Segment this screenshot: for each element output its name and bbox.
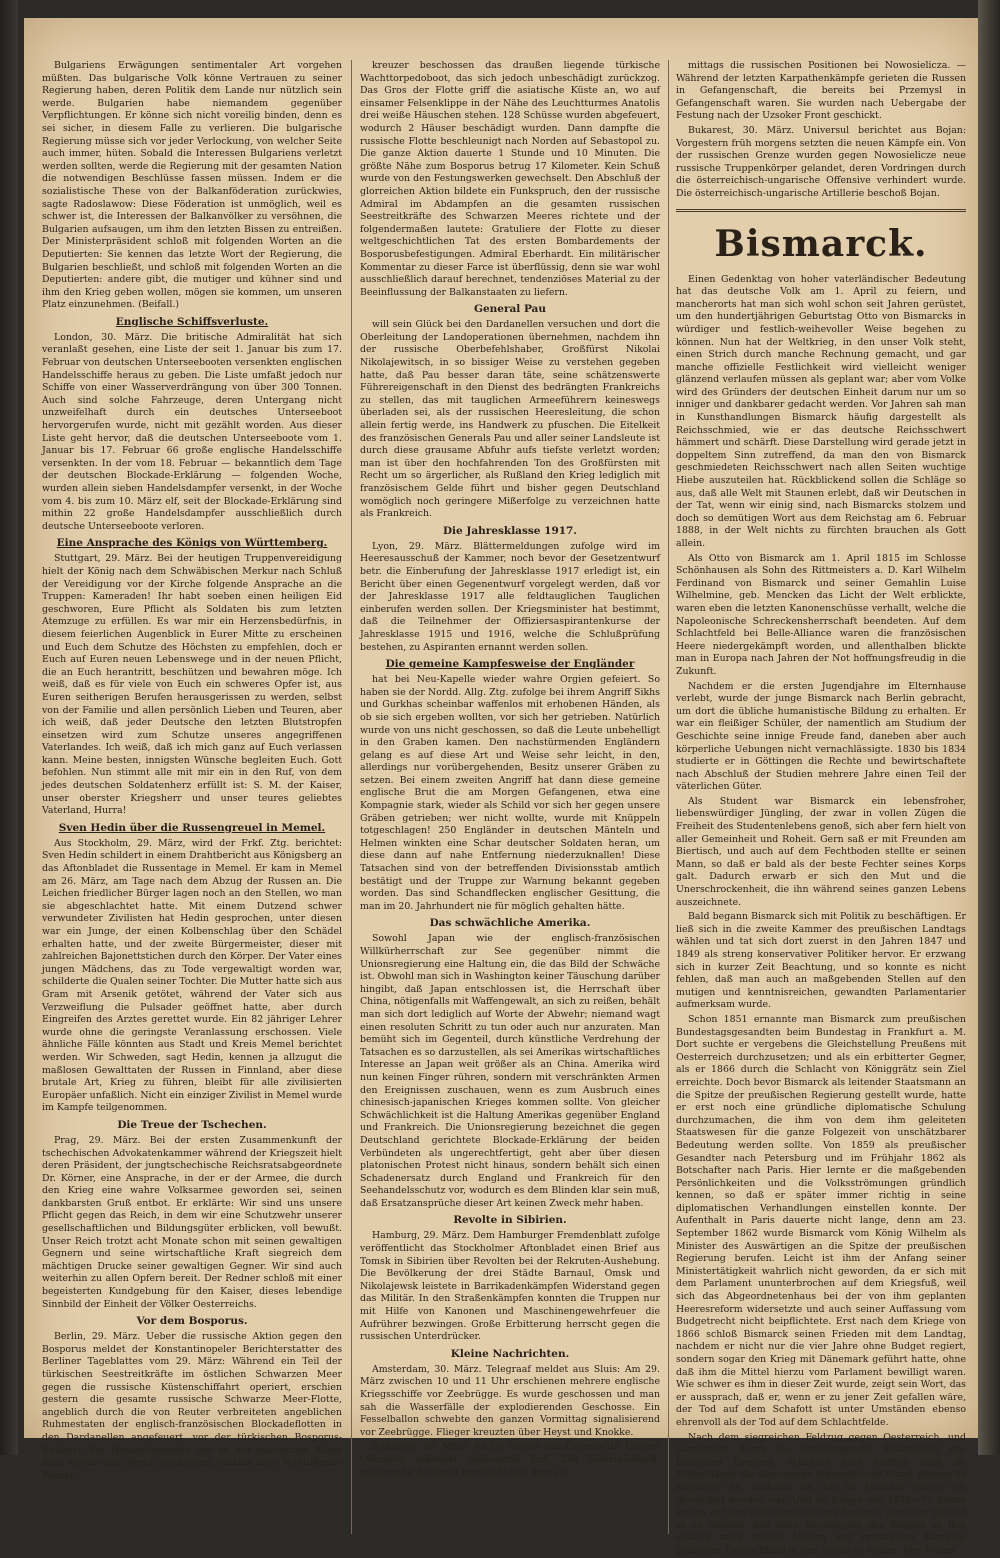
article-bismarck-p5: Bald begann Bismarck sich mit Politik zu beschäftigen. Er ließ sich in die zweite Kammer des preußischen Landtags wählen und tat sich dort zuerst in den Jahren 1847 und 1849 als streng konservativer Politiker hervor. Er erzwang sich in kurzer Zeit Beachtung, und so konnte es nicht fehlen, daß man auch an maßgebenden Stellen auf den mutigen und kenntnisreichen, gewandten Parlamentarier aufmerksam wurde. [676,911,966,1011]
article-jahresklasse-text: Lyon, 29. März. Blättermeldungen zufolge wird im Heeresausschuß der Kammer, noch bevor der Gesetzentwurf betr. die Einberufung der Jahresklasse 1917 erledigt ist, ein Bericht über einen Gegenentwurf vorgelegt werden, daß vor der Jahresklasse 1917 alle feldtauglichen Tauglichen einberufen werden sollen. Der Kriegsminister hat bestimmt, daß die Teilnehmer der Offiziersaspirantenkurse der Jahresklasse 1915 und 1916, welche die Schlußprüfung bestehen, zu Aspiranten ernannt werden sollen. [360,540,660,653]
headline-jahresklasse: Die Jahresklasse 1917. [442,524,578,537]
article-budapest-text: Budapest, 30. März. Az Est meldet aus Czernowitz: Unsere Offensive schreitet andauernd fort. Die österreichisch-ungarische Artillerie beschießt seit dem 29. [360,1441,660,1478]
column-left [42,60,342,1538]
headline-tschechen: Die Treue der Tschechen. [117,1118,267,1131]
article-tschechen-text: Prag, 29. März. Bei der ersten Zusammenkunft der tschechischen Advokatenkammer während der Kriegszeit hielt deren Präsident, der jungtschechische Reichsratsabgeordnete Dr. Körner, eine Ansprache, in der er der Armee, die durch den Krieg eine wahre Volksarmee geworden sei, seinen dankbarsten Gruß entbot. Er erklärte: Wir sind uns unsere Pflicht gegen das Reich, in dem wir eine Schutzwehr unserer gesellschaftlichen und Bildungsgüter erblicken, voll bewußt. Unser Reich trotzt acht Monate schon mit seinen gewaltigen Gegnern und seine wirtschaftliche Kraft siegreich dem mächtigen Drucke seiner gewaltigen Gegner. Wir sind auch weiterhin zu allen Opfern bereit. Der Redner schloß mit einer begeisterten Kundgebung für den Kaiser, dieses lebendige Sinnbild der Einheit der Völker Oesterreichs. [42,1134,342,1310]
headline-koenig-wuerttemberg: Eine Ansprache des Königs von Württemberg. [56,537,328,550]
headline-bismarck: Bismarck. [714,222,928,265]
article-pau-text: will sein Glück bei den Dardanellen versuchen und dort die Oberleitung der Landoperationen übernehmen, nachdem ihn der russische Oberbefehlshaber, Großfürst Nikolai Nikolajewitsch, in so bissiger Weise zu verstehen gegeben hatte, daß Pau besser daran täte, seine schätzenswerte Führereigenschaft in den Dienst des bedrängten Frankreichs zu stellen, das mit tauglichen Armeeführern keineswegs überladen sei, als der russischen Heeresleitung, die schon allein fertig werde, ins Handwerk zu pfuschen. Die Eitelkeit des französischen Generals Pau und aller seiner Landsleute ist durch diese grausame Abfuhr aufs tiefste verletzt worden; man ist über den hochfahrenden Ton des Großfürsten mit Recht um so ärgerlicher, als Rußland den Krieg lediglich mit französischem Gelde führt und bisher gegen Deutschland womöglich noch geringere Mißerfolge zu verzeichnen hatte als Frankreich. [360,319,660,520]
headline-general-pau: General Pau [474,303,546,316]
book-spine [0,0,18,1455]
article-bismarck-p6: Schon 1851 ernannte man Bismarck zum preußischen Bundestagsgesandten beim Bundestag in Frankfurt a. M. Dort suchte er vergebens die Gleichstellung Preußens mit Oesterreich durchzusetzen; und als ein erbitterter Gegner, als er 1866 durch die Schlacht von Königgrätz sein Ziel erreichte. Doch bevor Bismarck als leitender Staatsmann an die Spitze der preußischen Regierung gestellt wurde, hatte er erst noch eine gründliche diplomatische Schulung durchzumachen, die ihm von dem ihm geleiteten Staatswesen für die ganze Folgezeit von unschätzbarer Bedeutung werden sollte. Von 1859 als preußischer Gesandter nach Petersburg und im Frühjahr 1862 als Botschafter nach Paris. Hier lernte er die maßgebenden Persönlichkeiten und die Volksströmungen gründlich kennen, so daß er später immer richtig in seine diplomatischen Verhandlungen einstellen konnte. Der Aufenthalt in Paris dauerte nicht lange, denn am 23. September 1862 wurde Bismarck vom König Wilhelm als Minister des Auswärtigen an die Spitze der preußischen Regierung berufen. Leicht ist ihm der Anfang seiner Ministertätigkeit wahrlich nicht geworden, da er sich mit dem Parlament ununterbrochen auf dem Kriegsfuß, weil sich das Abgeordnetenhaus bei der von ihm geplanten Heeresreform widersetzte und auch seiner Auffassung vom Budgetrecht nicht beipflichtete. Erst nach dem Kriege von 1866 schloß Bismarck seinen Frieden mit dem Landtag, nachdem er nicht nur die vier Jahre ohne Budget regiert, sondern sogar den Krieg mit Dänemark geführt hatte, ohne daß ihm die Mittel hierzu vom Parlament bewilligt waren. Wie schwer es ihm in dieser Zeit wurde, zeigt sein Wort, das er aussprach, daß er, wenn er zu jener Zeit gefallen wäre, der Tod auf dem Schafott ist unter Umständen ebenso ehrenvoll als der Tod auf dem Schlachtfelde. [676,1013,966,1428]
headline-amerika: Das schwächliche Amerika. [429,917,591,930]
article-bismarck-p3: Nachdem er die ersten Jugendjahre im Elternhause verlebt, wurde der junge Bismarck nach Berlin gebracht, um dort die übliche humanistische Bildung zu erhalten. Er war ein fleißiger Schüler, der namentlich am Studium der Geschichte seine innige Freude fand, daneben aber auch körperliche Uebungen nicht vernachlässigte. 1830 bis 1834 studierte er in Göttingen die Rechte und bewirtschaftete nach Abschluß der Studien mehrere Jahre einen Teil der väterlichen Güter. [676,680,966,793]
article-sibirien-text: Hamburg, 29. März. Dem Hamburger Fremdenblatt zufolge veröffentlicht das Stockholmer Aftonbladet einen Brief aus Tomsk in Sibirien über Revolten bei der Rekruten-Aushebung. Die Bevölkerung der drei Städte Barnaul, Omsk und Nikolajewsk leistete in Barrikadenkämpfen Widerstand gegen das Militär. In den Straßenkämpfen konnten die Truppen nur mit Hilfe von Kanonen und Maschinengewehrfeuer die Aufrührer bezwingen. Große Erbitterung herrscht gegen die russischen Unterdrücker. [360,1230,660,1343]
article-budapest-continued: mittags die russischen Positionen bei Nowosielicza. — Während der letzten Karpathenkämpfe gerieten die Russen in Gefangenschaft, die bereits bei Przemysl in Gefangenschaft waren. Sie wurden nach Uebergabe der Festung nach der Uzsoker Front geschickt. [676,60,966,122]
article-schiffsverluste-text: London, 30. März. Die britische Admiralität hat sich veranlaßt gesehen, eine Liste der seit 1. Januar bis zum 17. Februar von deutschen Unterseebooten versenkten englischen Handelsschiffe heraus zu geben. Die Liste umfaßt jedoch nur Schiffe von einer Wasserverdrängung von über 300 Tonnen. Auch sind solche Fahrzeuge, deren Untergang nicht unzweifelhaft durch ein deutsches Unterseeboot hervorgerufen wurde, nicht mit gezählt worden. Aus dieser Liste geht hervor, daß die deutschen Unterseeboote vom 1. Januar bis 17. Februar 66 große englische Handelsschiffe versenkten. In der vom 18. Februar — bekanntlich dem Tage der deutschen Blockade-Erklärung — folgenden Woche, wurden allein sieben Handelsdampfer versenkt, in der Woche vom 4. bis zum 10. März elf, seit der Blockade-Erklärung sind mithin 22 große Handelsdampfer ausschließlich durch deutsche Unterseeboote verloren. [42,331,342,532]
article-amsterdam-text: Amsterdam, 30. März. Telegraaf meldet aus Sluis: Am 29. März zwischen 10 und 11 Uhr erschienen mehrere englische Kriegsschiffe vor Zeebrügge. Es wurde geschossen und man sah die Wasserfälle der explodierenden Geschosse. Ein Fesselballon schwebte den ganzen Vormittag signalisierend vor Zeebrügge. Flieger kreuzten über Heyst und Knokke. [360,1363,660,1438]
headline-schiffsverluste: Englische Schiffsverluste. [115,315,269,328]
headline-sven-hedin: Sven Hedin über die Russengreuel in Memel. [58,821,326,834]
headline-kampfesweise: Die gemeine Kampfesweise der Engländer [385,658,635,671]
divider-rule [676,209,966,212]
article-kampfesweise-text: hat bei Neu-Kapelle wieder wahre Orgien gefeiert. So haben sie der Nordd. Allg. Ztg. zufolge bei ihrem Angriff Sikhs und Gurkhas scheinbar waffenlos mit erhobenen Händen, als ob sie sich ergeben wollten, vor sich her getrieben. Natürlich wurde von uns nicht geschossen, so daß die Leute unbehelligt in den Graben kamen. Den nachstürmenden Engländern gelang es auf diese Art und Weise sehr leicht, in den, allerdings nur vorübergehenden, Besitz unserer Gräben zu setzen. Bei einem zweiten Angriff hat dann diese gemeine englische Brut die am Morgen Gefangenen, etwa eine Kompagnie stark, wieder als Schild vor sich her gegen unsere Gräben getrieben; wer nicht wollte, wurde mit Knüppeln totgeschlagen! 250 Engländer in deutschen Mänteln und Helmen winkten eine Schar deutscher Soldaten heran, um diese dann auf nahe Entfernung niederzuknallen! Diese Tatsachen sind von der betreffenden Divisionsstab amtlich bestätigt und der Truppe zur Warnung bekannt gegeben worden. Das sind Schandflecken englischer Gesittung, die man im 20. Jahrhundert nie für möglich gehalten hätte. [360,674,660,912]
headline-kleine-nachrichten: Kleine Nachrichten. [450,1347,570,1360]
article-bulgaria-text: Bulgariens Erwägungen sentimentaler Art vorgehen müßten. Das bulgarische Volk könne Vertrauen zu seiner Regierung haben, deren Politik dem Lande nur nützlich sein werde. Bulgarien habe niemandem gegenüber Verpflichtungen. Er könne sich nicht voreilig binden, denn es sei sicher, in diesem Falle zu verlieren. Die bulgarische Regierung müsse sich vor jeder Verlockung, von welcher Seite auch immer, hüten. Sobald die Interessen Bulgariens verletzt werden sollten, werde die Regierung mit der gesamten Nation die notwendigen Beschlüsse fassen müssen. Indem er die sozialistische These von der Balkanföderation zurückwies, sagte Radoslawow: Diese Föderation ist unmöglich, weil es schwer ist, die Interessen der Balkanvölker zu versöhnen, die Bulgarien aufsaugen, um ihm den letzten Bissen zu entreißen. Der Ministerpräsident schloß mit folgenden Worten an die Deputierten: Sie kennen das letzte Wort der Regierung, die Bulgarien beschließt, und schloß mit folgenden Worten an die Deputierten: andere gibt, die mutiger und kühner sind und ihm den Krieg geben wollen, mögen sie kommen, um unseren Platz einzunehmen. (Beifall.) [42,60,342,311]
column-rule-2 [668,60,669,1534]
article-bosporus-text: Berlin, 29. März. Ueber die russische Aktion gegen den Bosporus meldet der Konstantinopeler Berichterstatter des Berliner Tageblattes vom 29. März: Während ein Teil der türkischen Seestreitkräfte im östlichen Schwarzen Meer gegen die russische Küstenschiffahrt operiert, erschien gestern die gesamte russische Schwarze Meer-Flotte, angeblich durch die von Reuter verbreiteten angeblichen Ruhmestaten der englisch-französischen Blockadeflotten in den Dardanellen angefeuert, vor der türkischen Bosporus-Einfahrt. Ein Handelsdampfer, der an der asiatischen Küste fuhr, wurde ohne Anruf beschossen, entkam aber. Vorstoßende Panzer- [42,1331,342,1481]
article-bukarest-text: Bukarest, 30. März. Universul berichtet aus Bojan: Vorgestern früh morgens setzten die neuen Kämpfe ein. Von der russischen Grenze wurden gegen Nowosielicze neue russische Truppenkörper gelandet, deren Vordringen durch die österreichisch-ungarische Offensive verhindert wurde. Die österreichisch-ungarische Artillerie beschoß Bojan. [676,124,966,199]
article-bismarck-p4: Als Student war Bismarck ein lebensfroher, liebenswürdiger Jüngling, der zwar in vollen Zügen die Freiheit des Studentenlebens genoß, sich aber fern hielt von aller Gemeinheit und Roheit. Gern saß er mit Freunden am Biertisch, und auch auf dem Fechtboden stellte er seinen Mann, so daß er bald als der beste Fechter seines Korps galt. Dadurch erwarb er sich den Mut und die Unerschrockenheit, die ihn während seines ganzen Lebens auszeichnete. [676,795,966,908]
article-hedin-text: Aus Stockholm, 29. März, wird der Frkf. Ztg. berichtet: Sven Hedin schildert in einem Drahtbericht aus Königsberg an das Aftonbladet die Russentage in Memel. Er kam in Memel am 26. März, am Tage nach dem Abzug der Russen an. Die Leichen friedlicher Bürger lagen noch an den Stellen, wo man sie abgeschlachtet hatte. Mit einem Dutzend schwer verwundeter Zivilisten hat Hedin gesprochen, unter diesen war ein Junge, der einen Kolbenschlag über den Schädel erhalten hatte, und der zweite Bürgermeister, dieser mit zahlreichen Bajonettstichen durch den Körper. Der Vater eines jungen Mädchens, das zu Tode vergewaltigt worden war, schilderte die Qualen seiner Tochter. Die Mutter hatte sich aus Gram mit Arsenik getötet, während der Vater sich aus Verzweiflung die Pulsader geöffnet hatte, aber durch Eingreifen des Arztes gerettet wurde. Ein 82 jähriger Lehrer wurde ohne die geringste Veranlassung erschossen. Viele ähnliche Fälle könnten aus Stadt und Kreis Memel berichtet werden. Wir Schweden, sagt Hedin, kennen ja allzugut die maßlosen Gewalttaten der Russen in Finnland, aber diese brutale Art, Krieg zu führen, bleibt für alle zivilisierten Europäer unfaßlich. Nicht ein einziger Zivilist in Memel wurde im Kampfe teilgenommen. [42,837,342,1114]
article-bismarck-p2: Als Otto von Bismarck am 1. April 1815 im Schlosse Schönhausen als Sohn des Rittmeisters a. D. Karl Wilhelm Ferdinand von Bismarck und seiner Gemahlin Luise Wilhelmine, geb. Mencken das Licht der Welt erblickte, waren eben die letzten Kanonenschüsse verhallt, welche die Napoleonische Schreckensherrschaft beendeten. Auf dem Schlachtfeld bei Belle-Alliance waren die französischen Heere niedergekämpft worden, und allenthalben blickte man in Europa nach Jahren der Not hoffnungsfreudig in die Zukunft. [676,552,966,677]
page-edge [978,0,1000,1455]
article-bosporus-continued: kreuzer beschossen das draußen liegende türkische Wachttorpedoboot, das sich jedoch unbeschädigt zurückzog. Das Gros der Flotte griff die asiatische Küste an, wo auf einsamer Felsenklippe in der Nähe des Leuchtturmes Anatolis drei weiße Häuschen stehen. 128 Schüsse wurden abgefeuert, wodurch 2 Häuser beschädigt wurden. Dann dampfte die russische Flotte beschleunigt nach Norden auf Sebastopol zu. Die ganze Aktion dauerte 1 Stunde und 10 Minuten. Die größte Nähe zum Bosporus betrug 17 Kilometer. Kein Schuß wurde von den Festungswerken gewechselt. Den Abschluß der glorreichen Aktion bildete ein Funkspruch, den der russische Admiral im Abdampfen an die gesamten russischen Seestreitkräfte des Schwarzen Meeres richtete und der folgendermaßen lautete: Gratuliere der Flotte zu dieser weltgeschichtlichen Tat des ersten Bombardements der Bosporusbefestigungen. Admiral Eberhardt. Ein militärischer Kommentar zu dieser Farce ist überflüssig, denn sie war wohl ausschließlich darauf berechnet, tendenziöses Material zu der Beeinflussung der Balkanstaaten zu liefern. [360,60,660,298]
article-koenig-text: Stuttgart, 29. März. Bei der heutigen Truppenvereidigung hielt der König nach dem Schwäbischen Merkur nach Schluß der Vereidigung vor der Kirche folgende Ansprache an die Truppen: Kameraden! Ihr habt soeben einen heiligen Eid geschworen, Eure Pflicht als Soldaten bis zum letzten Atemzuge zu erfüllen. Es war mir ein Herzensbedürfnis, in diesem feierlichen Augenblick in Eurer Mitte zu erscheinen und Euch dem Schutze des Höchsten zu empfehlen, doch er Euch auf Euren neuen Lebenswege und in der neuen Pflicht, die an Euch herantritt, beschützen und bewahren möge. Ich weiß, daß es für viele von Euch ein schweres Opfer ist, aus Euren seitherigen Berufen herausgerissen zu werden, selbst von der Familie und allen persönlich Lieben und Teuren, aber ich weiß, daß jeder Deutsche den letzten Blutstropfen einsetzen wird zum Schutze unseres angegriffenen Vaterlandes. Ich weiß, daß ich mich ganz auf Euch verlassen kann. Meine besten, innigsten Wünsche begleiten Euch. Gott befohlen. Nun stimmt alle mit mir ein in den Ruf, von dem jedes deutschen Soldatenherz erfüllt ist: S. M. der Kaiser, unser oberster Kriegsherr und unser teures geliebtes Vaterland, Hurra! [42,553,342,817]
article-bismarck-p1: Einen Gedenktag von hoher vaterländischer Bedeutung hat das deutsche Volk am 1. April zu feiern, und mancherorts hat man sich wohl schon seit Jahren gerüstet, um den hundertjährigen Geburtstag Otto von Bismarcks in würdiger und festlich-weihevoller Weise begehen zu können. Nun hat der Weltkrieg, in den unser Volk steht, einen Strich durch manche Rechnung gemacht, und gar manche offizielle Festlichkeit wird vielleicht weniger glänzend verlaufen müssen als geplant war; aber vom Volke wird des Gründers der deutschen Einheit darum nur um so inniger und dankbarer gedacht werden. Vor Jahren sah man in Kunsthandlungen Bismarck häufig dargestellt als Reichsschmied, wie er das deutsche Reichsschwert hämmert und schärft. Diese Darstellung wird gerade jetzt in doppeltem Sinn zutreffend, da man den von Bismarck geschmiedeten Reichsschwert nach allen Seiten wuchtige Hiebe auszuteilen hat. Rückblickend sollen die Schläge so aus, daß alle Welt mit Staunen erlebt, daß wir Deutschen in der Tat, wenn wir einig sind, nach Bismarcks stolzem und doch so demütigen Wort aus dem Reichstag am 6. Februar 1888, in der Welt nichts zu fürchten brauchen als Gott allein. [676,273,966,549]
headline-sibirien: Revolte in Sibirien. [453,1214,567,1227]
column-middle [360,60,660,1538]
headline-bosporus: Vor dem Bosporus. [136,1315,248,1328]
column-rule-1 [351,60,352,1534]
article-amerika-text: Sowohl Japan wie der englisch-französischen Willkürherrschaft zur See gegenüber nimmt die Unionsregierung eine Haltung ein, die das Bild der Schwäche ist. Obwohl man sich in Washington keiner Täuschung darüber hingibt, daß Japan entschlossen ist, die Herrschaft über China, nötigenfalls mit Waffengewalt, an sich zu reißen, behält man sich dort lediglich auf Worte der Abwehr; niemand wagt einen resoluten Schritt zu tun oder auch nur anzuraten. Man bemüht sich im Gegenteil, durch künstliche Verdrehung der Tatsachen es so darzustellen, als sei Amerikas wirtschaftliches Interesse an Japan weit größer als an China. Amerika wird nun keinen Finger rühren, sondern mit verschränkten Armen den Ereignissen zuschauen, wenn es zum Ausbruch eines chinesisch-japanischen Krieges kommen sollte. Von gleicher Schwächlichkeit ist die Haltung Amerikas gegenüber England und Frankreich. Die Unionsregierung bezeichnet die gegen Deutschland gerichtete Blockade-Erklärung der beiden Verbündeten als ungerechtfertigt, geht aber über diesen platonischen Protest nicht hinaus, sondern behält sich einen Schadenersatz durch England und Frankreich für den Seehandelsschutz vor, wodurch es dem Blinden klar sein muß, daß Ersatzansprüche dieser Art keinen Zweck mehr haben. [360,933,660,1209]
article-bismarck-p7: Nach dem siegreichen Feldzug gegen Oesterreich, und namentlich durch die schonungsvolle Behandlung des besiegten Gegners, erkannte man endlich auch im Heimatlande die überlegene diplomatische Kunst Bismarcks allgemein an, nachdem sie ihm im Auslande längst voll gewürdigt worden war. Und im Kriege von 1870—71 führte er uns auf den Gipfelpunkt seines Ruhmes; denn nur ihm ist es zu danken, daß nach Beendigung des Krieges es ihm endlich nach heißen Mühen und ernstlichen Kämpfen gelungen, Deutschland in den Sattel zu setzen. Der Traum [676,1431,966,1556]
column-right [676,60,966,1556]
